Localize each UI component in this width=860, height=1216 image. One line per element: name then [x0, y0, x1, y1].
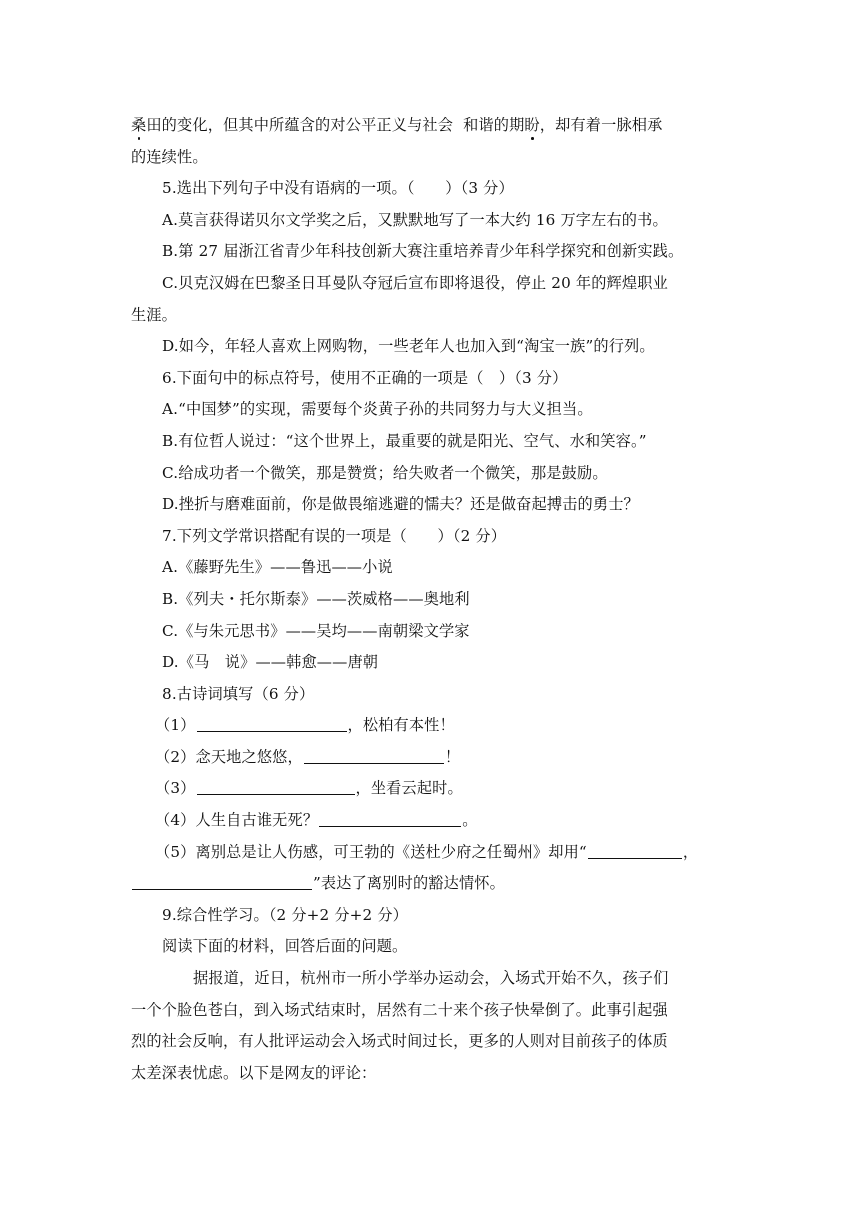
poem-item-5: （5）离别总是让人伤感，可王勃的《送杜少府之任蜀州》却用“ ，: [131, 837, 731, 869]
answer-blank[interactable]: [197, 776, 355, 795]
question-6-stem: 6.下面句中的标点符号，使用不正确的一项是（ ）（3 分）: [162, 368, 568, 387]
reading-material-line-4: 太差深表忧虑。以下是网友的评论：: [131, 1063, 377, 1082]
document-body: [131, 110, 731, 1089]
question-6-option-c: C.给成功者一个微笑，那是赞赏；给失败者一个微笑，那是鼓励。: [162, 463, 608, 482]
question-9-stem: 9.综合性学习。（2 分+2 分+2 分）: [162, 905, 409, 924]
reading-material-line-3: 烈的社会反响，有人批评运动会入场式时间过长，更多的人则对目前孩子的体质: [131, 1032, 668, 1051]
question-8-stem: 8.古诗词填写（6 分）: [162, 684, 315, 703]
question-5-option-b: B.第 27 届浙江省青少年科技创新大赛注重培养青少年科学探究和创新实践。: [162, 242, 684, 261]
question-5-option-c: C.贝克汉姆在巴黎圣日耳曼队夺冠后宣布即将退役，停止 20 年的辉煌职业: [162, 273, 668, 292]
question-6-option-d: D.挫折与磨难面前，你是做畏缩逃避的懦夫？还是做奋起搏击的勇士？: [162, 495, 639, 514]
question-5-option-a: A.莫言获得诺贝尔文学奖之后，又默默地写了一本大约 16 万字左右的书。: [162, 210, 668, 229]
paragraph-tail-line-1: 桑田的变化，但其中所蕴含的对公平正义与社会 和谐的期盼，却有着一脉相承: [131, 116, 663, 134]
question-5-stem: 5.选出下列句子中没有语病的一项。（ ）（3 分）: [162, 179, 514, 198]
question-6-option-b: B.有位哲人说过：“这个世界上，最重要的就是阳光、空气、水和笑容。”: [162, 431, 647, 450]
question-7-stem: 7.下列文学常识搭配有误的一项是（ ）（2 分）: [162, 526, 507, 545]
answer-blank[interactable]: [197, 713, 347, 732]
emphasis-dot-char: 盼: [524, 116, 540, 134]
poem-item-4: （4）人生自古谁无死？ 。: [131, 805, 731, 837]
question-7-option-d: D.《马 说》——韩愈——唐朝: [162, 653, 379, 672]
poem-item-5-cont: ”表达了离别时的豁达情怀。: [131, 868, 731, 900]
answer-blank[interactable]: [319, 808, 461, 827]
question-5-option-d: D.如今，年轻人喜欢上网购物，一些老年人也加入到“淘宝一族”的行列。: [162, 337, 655, 356]
poem-item-3: （3） ，坐看云起时。: [131, 773, 731, 805]
question-9-intro: 阅读下面的材料，回答后面的问题。: [162, 937, 408, 956]
question-5-option-c-cont: 生涯。: [131, 305, 178, 324]
reading-material-line-2: 一个个脸色苍白，到入场式结束时，居然有二十来个孩子快晕倒了。此事引起强: [131, 1000, 668, 1019]
answer-blank[interactable]: [132, 871, 312, 890]
question-6-option-a: A.“中国梦”的实现，需要每个炎黄子孙的共同努力与大义担当。: [162, 400, 593, 419]
question-7-option-b: B.《列夫・托尔斯泰》——茨威格——奥地利: [162, 589, 470, 608]
answer-blank[interactable]: [588, 840, 682, 859]
reading-material-line-1: 据报道，近日，杭州市一所小学举办运动会，入场式开始不久，孩子们: [193, 969, 669, 988]
question-7-option-c: C.《与朱元思书》——吴均——南朝梁文学家: [162, 621, 470, 640]
answer-blank[interactable]: [304, 745, 444, 764]
question-7-option-a: A.《藤野先生》——鲁迅——小说: [162, 558, 393, 577]
emphasis-dot-char: 桑: [131, 116, 147, 134]
poem-item-2: （2）念天地之悠悠， ！: [131, 742, 731, 774]
paragraph-tail-line-2: 的连续性。: [131, 147, 208, 166]
poem-item-1: （1） ，松柏有本性！: [131, 710, 731, 742]
